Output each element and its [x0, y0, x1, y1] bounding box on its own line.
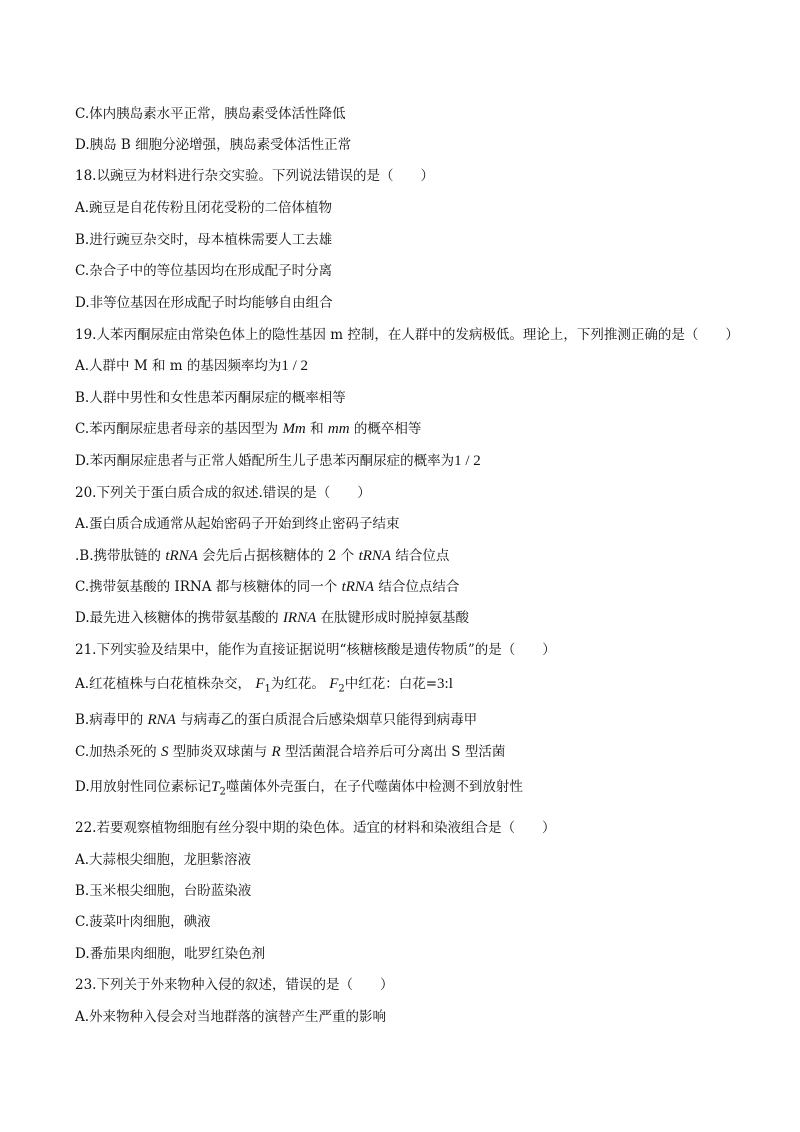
fraction-half: 1 / 2	[281, 358, 309, 374]
option-20b	[75, 547, 449, 565]
question-23: 23.下列关于外来物种入侵的叙述，错误的是（ ）	[75, 977, 394, 993]
option-21c-text: C.加热杀死的	[75, 744, 157, 760]
option-19c-text: C.苯丙酮尿症患者母亲的基因型为	[75, 421, 279, 437]
f2-symbol: F	[329, 676, 339, 692]
option-18d: D.非等位基因在形成配子时均能够自由组合	[75, 295, 333, 311]
option-22b: B.玉米根尖细胞，台盼蓝染液	[75, 883, 252, 899]
trna-term: tRNA	[165, 548, 198, 564]
option-20d	[75, 609, 469, 627]
option-20a: A.蛋白质合成通常从起始密码子开始到终止密码子结束	[75, 516, 400, 532]
option-20b-text: .B.携带肽链的	[75, 548, 162, 564]
trna-term-2: tRNA	[358, 548, 392, 564]
conj-and: 和	[310, 421, 324, 437]
option-21d-text: D.用放射性同位素标记	[75, 779, 212, 795]
rna-term: RNA	[147, 712, 176, 728]
f1-symbol: F	[255, 676, 265, 692]
s-type: S	[160, 744, 169, 760]
option-20d-text: D.最先进入核糖体的携带氨基酸的	[75, 610, 279, 626]
question-18: 18.以豌豆为材料进行杂交实验。下列说法错误的是（ ）	[75, 168, 434, 184]
genotype-mm-het: Mm	[282, 421, 306, 437]
option-20c-tail: 结合位点结合	[378, 579, 460, 595]
option-21a-mid: 为红花。	[270, 676, 325, 692]
option-21c	[75, 743, 505, 761]
irna-term: IRNA	[282, 610, 317, 626]
question-21: 21.下列实验及结果中，能作为直接证据说明“核糖核酸是遗传物质”的是（ ）	[75, 642, 556, 658]
option-21c-mid: 型肺炎双球菌与	[172, 744, 268, 760]
option-21c-tail: 型活菌混合培养后可分离出 S 型活菌	[285, 744, 506, 760]
option-19c	[75, 420, 421, 438]
option-18b: B.进行豌豆杂交时，母本植株需要人工去雄	[75, 232, 333, 248]
option-19a-text: A.人群中 M 和 m 的基因频率均为	[75, 358, 282, 374]
option-20b-mid: 会先后占据核糖体的 2 个	[202, 548, 355, 564]
option-18c: C.杂合子中的等位基因均在形成配子时分离	[75, 263, 333, 279]
option-19c-tail: 的概卒相等	[353, 421, 422, 437]
ratio-value: 3:l	[437, 676, 453, 692]
option-23a: A.外来物种入侵会对当地群落的演替产生严重的影响	[75, 1009, 387, 1025]
option-20c-text: C.携带氨基酸的 IRNA 都与核糖体的同一个	[75, 579, 338, 595]
option-21a-ratio-label: 中红花：白花=	[344, 676, 438, 692]
question-19: 19.人苯丙酮尿症由常染色体上的隐性基因 m 控制，在人群中的发病极低。理论上，下列推测正确的是（ ）	[75, 327, 739, 343]
option-22d: D.番茄果肉细胞，吡罗红染色剂	[75, 946, 266, 962]
option-21a-text: A.红花植株与白花植株杂交，	[75, 676, 252, 692]
genotype-mm-hom: mm	[327, 421, 350, 437]
option-21d-tail: 噬菌体外壳蛋白，在子代噬菌体中检测不到放射性	[225, 779, 523, 795]
option-21a	[75, 675, 453, 699]
option-20c	[75, 578, 459, 596]
option-21b-tail: 与病毒乙的蛋白质混合后感染烟草只能得到病毒甲	[180, 712, 478, 728]
option-22c: C.菠菜叶肉细胞，碘液	[75, 914, 211, 930]
t2-sub: 2	[219, 786, 226, 798]
option-17d: D.胰岛 B 细胞分泌增强，胰岛素受体活性正常	[75, 137, 352, 153]
option-19b: B.人群中男性和女性患苯丙酮尿症的概率相等	[75, 390, 346, 406]
option-19d-text: D.苯丙酮尿症患者与正常人婚配所生儿子患苯丙酮尿症的概率为	[75, 453, 455, 469]
option-21b-text: B.病毒甲的	[75, 712, 144, 728]
option-19a	[75, 357, 308, 375]
r-type: R	[271, 744, 281, 760]
option-21b	[75, 711, 477, 729]
option-20b-tail: 结合位点	[395, 548, 450, 564]
question-22: 22.若要观察植物细胞有丝分裂中期的染色体。适宜的材料和染液组合是（ ）	[75, 820, 556, 836]
option-18a: A.豌豆是自花传粉且闭花受粉的二倍体植物	[75, 200, 333, 216]
f1-sub: 1	[264, 683, 271, 695]
option-21d	[75, 778, 523, 802]
t2-symbol: T	[211, 779, 220, 795]
option-20d-tail: 在肽键形成时脱掉氨基酸	[320, 610, 470, 626]
trna-term-3: tRNA	[341, 579, 375, 595]
option-17c: C.体内胰岛素水平正常，胰岛素受体活性降低	[75, 106, 346, 122]
f2-sub: 2	[338, 683, 345, 695]
fraction-half-2: 1 / 2	[454, 453, 481, 469]
option-22a: A.大蒜根尖细胞，龙胆紫溶液	[75, 852, 252, 868]
question-20: 20.下列关于蛋白质合成的叙述.错误的是（ ）	[75, 485, 371, 501]
option-19d	[75, 452, 481, 470]
